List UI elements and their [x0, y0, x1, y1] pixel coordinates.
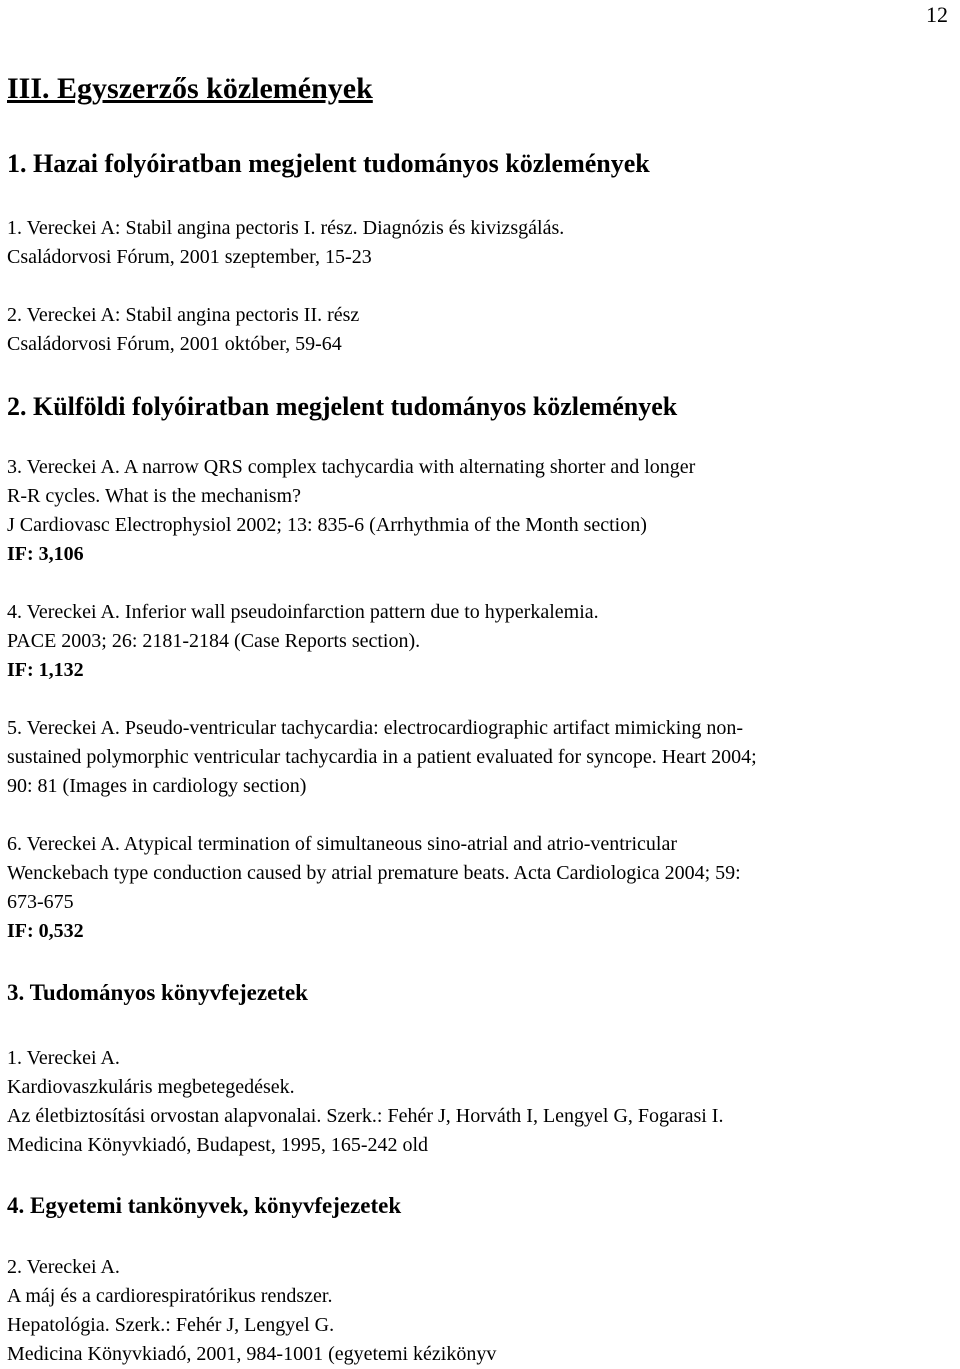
entry-line: Medicina Könyvkiadó, Budapest, 1995, 165-242 old [7, 1134, 429, 1156]
entry-line: 5. Vereckei A. Pseudo-ventricular tachycardia: electrocardiographic artifact mimicking non- [7, 717, 743, 739]
page-number: 12 [926, 2, 948, 27]
entry-line: Családorvosi Fórum, 2001 október, 59-64 [7, 333, 342, 355]
entry-line: 1. Vereckei A. [7, 1047, 120, 1069]
impact-factor: IF: 0,532 [7, 920, 84, 942]
entry-line: PACE 2003; 26: 2181-2184 (Case Reports section). [7, 630, 421, 652]
entry-line: 4. Vereckei A. Inferior wall pseudoinfarction pattern due to hyperkalemia. [7, 601, 599, 623]
page-title: III. Egyszerzős közlemények [7, 72, 373, 105]
section-heading: 4. Egyetemi tankönyvek, könyvfejezetek [7, 1193, 402, 1218]
section-heading: 3. Tudományos könyvfejezetek [7, 980, 308, 1005]
entry-line: 673-675 [7, 891, 74, 913]
entry-line: R-R cycles. What is the mechanism? [7, 485, 301, 507]
entry-line: Kardiovaszkuláris megbetegedések. [7, 1076, 295, 1098]
entry-line: Hepatológia. Szerk.: Fehér J, Lengyel G. [7, 1314, 335, 1336]
section-heading: 1. Hazai folyóiratban megjelent tudományos közlemények [7, 149, 650, 178]
entry-line: 2. Vereckei A: Stabil angina pectoris II. rész [7, 304, 360, 326]
entry-line: A máj és a cardiorespiratórikus rendszer. [7, 1285, 333, 1307]
entry-line: 2. Vereckei A. [7, 1256, 120, 1278]
section-heading: 2. Külföldi folyóiratban megjelent tudományos közlemények [7, 392, 678, 421]
entry-line: Medicina Könyvkiadó, 2001, 984-1001 (egyetemi kézikönyv [7, 1343, 497, 1365]
entry-line: 1. Vereckei A: Stabil angina pectoris I. rész. Diagnózis és kivizsgálás. [7, 217, 565, 239]
entry-line: Családorvosi Fórum, 2001 szeptember, 15-23 [7, 246, 372, 268]
entry-line: Az életbiztosítási orvostan alapvonalai. Szerk.: Fehér J, Horváth I, Lengyel G, Fogarasi I. [7, 1105, 724, 1127]
entry-line: sustained polymorphic ventricular tachycardia in a patient evaluated for syncope. Heart 2004; [7, 746, 757, 768]
entry-line: Wenckebach type conduction caused by atrial premature beats. Acta Cardiologica 2004; 59: [7, 862, 741, 884]
entry-line: 3. Vereckei A. A narrow QRS complex tachycardia with alternating shorter and longer [7, 456, 696, 478]
impact-factor: IF: 1,132 [7, 659, 84, 681]
entry-line: J Cardiovasc Electrophysiol 2002; 13: 835-6 (Arrhythmia of the Month section) [7, 514, 647, 536]
impact-factor: IF: 3,106 [7, 543, 84, 565]
entry-line: 90: 81 (Images in cardiology section) [7, 775, 307, 797]
entry-line: 6. Vereckei A. Atypical termination of simultaneous sino-atrial and atrio-ventricular [7, 833, 677, 855]
